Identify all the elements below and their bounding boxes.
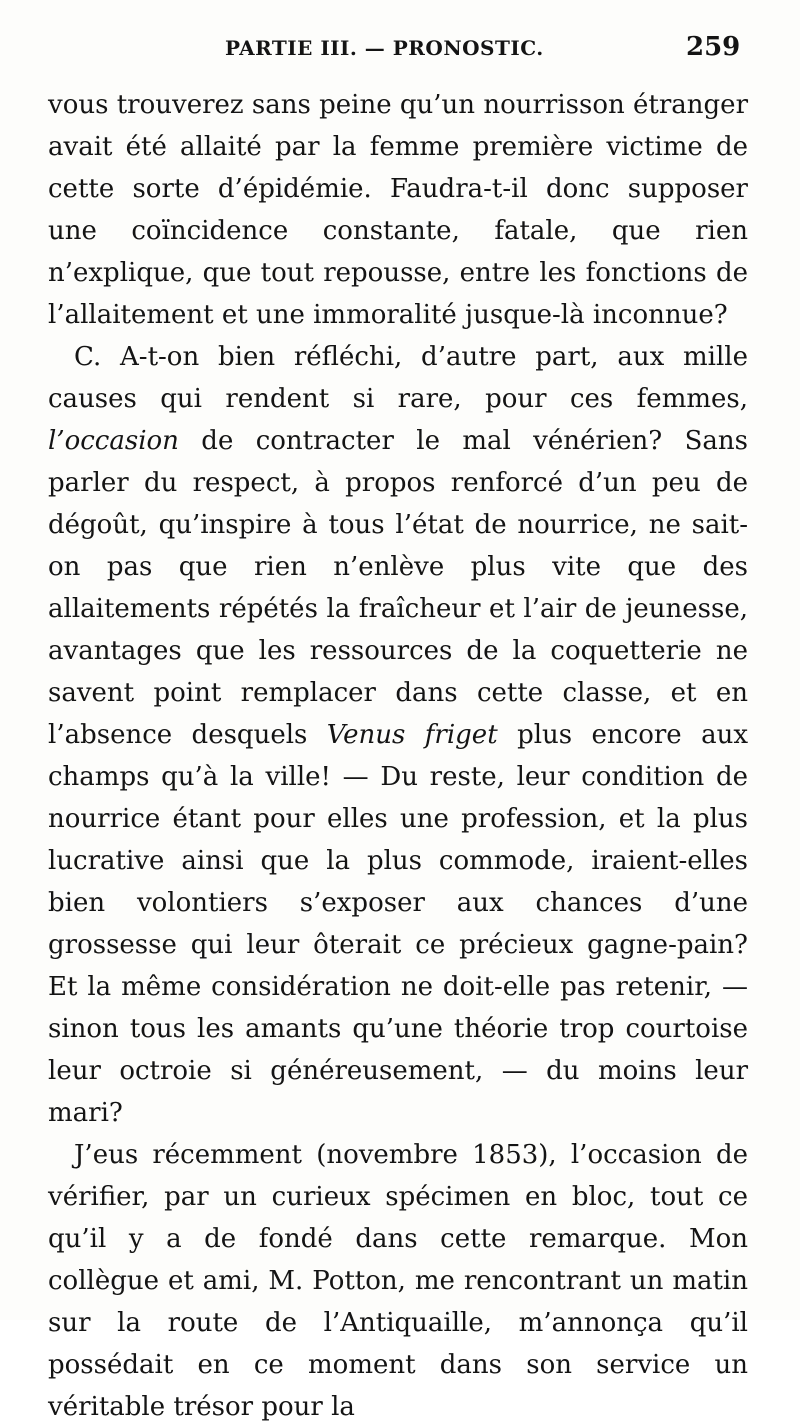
italic-phrase-venus-friget: Venus friget: [326, 720, 498, 750]
italic-phrase-occasion: l’occasion: [48, 426, 179, 456]
page-number: 259: [686, 32, 741, 62]
page-header: [0, 32, 800, 76]
paragraph-2: [48, 336, 748, 1134]
running-title: PARTIE III. — PRONOSTIC.: [225, 36, 544, 60]
paragraph-3: [48, 1134, 748, 1428]
paragraph-3-text: J’eus récemment (novembre 1853), l’occasion de vérifier, par un curieux spécimen en bloc, tout ce qu’il y a de fondé dans cette remarque. Mon collègue et ami, M. Potton, me rencontrant un matin sur la route de l’Antiquaille, m’annonça qu’il possédait en ce moment dans son service un véritable trésor pour la: [48, 1140, 748, 1422]
paragraph-1-text: vous trouverez sans peine qu’un nourrisson étranger avait été allaité par la femme première victime de cette sorte d’épidémie. Faudra-t-il donc supposer une coïncidence constante, fatale, que rien n’explique, que tout repousse, entre les fonctions de l’allaitement et une immoralité jusque-là inconnue?: [48, 90, 748, 330]
paragraph-2-text-c: plus encore aux champs qu’à la ville! — Du reste, leur condition de nourrice étant pour elles une profession, et la plus lucrative ainsi que la plus commode, iraient-elles bien volontiers s’exposer aux chances d’une grossesse qui leur ôterait ce précieux gagne-pain? Et la même considération ne doit-elle pas retenir, — sinon tous les amants qu’une théorie trop courtoise leur octroie si généreusement, — du moins leur mari?: [48, 720, 748, 1128]
paragraph-2-text-b: de contracter le mal vénérien? Sans parler du respect, à propos renforcé d’un peu de dégoût, qu’inspire à tous l’état de nourrice, ne sait-on pas que rien n’enlève plus vite que des allaitements répétés la fraîcheur et l’air de jeunesse, avantages que les ressources de la coquetterie ne savent point remplacer dans cette classe, et en l’absence desquels: [48, 426, 748, 750]
paragraph-1: [48, 84, 748, 336]
paragraph-2-text-a: C. A-t-on bien réfléchi, d’autre part, aux mille causes qui rendent si rare, pour ces femmes,: [48, 342, 748, 414]
body-text: [48, 84, 748, 1428]
